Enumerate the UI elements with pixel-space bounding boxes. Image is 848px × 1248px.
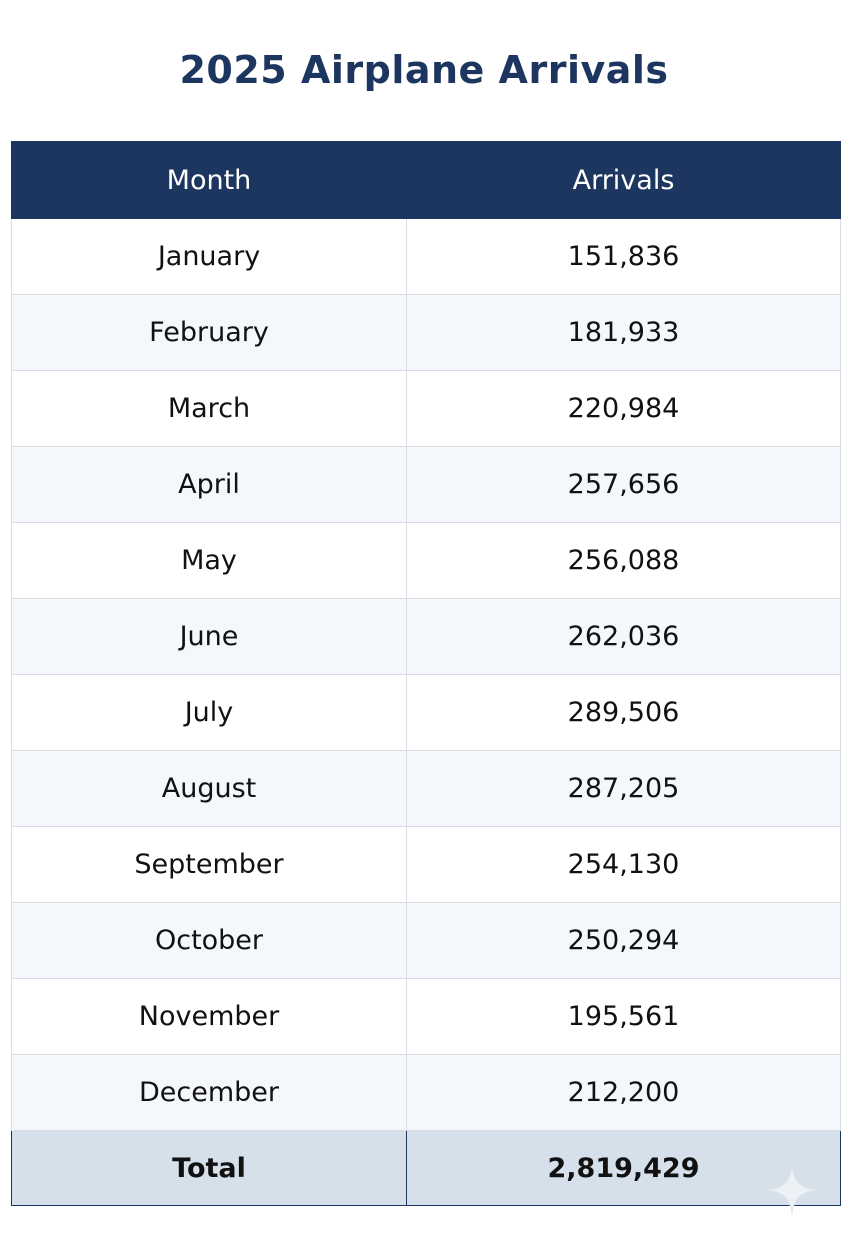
- table-row: [12, 523, 841, 599]
- table-header-row: [12, 142, 841, 219]
- sparkle-icon: [766, 1164, 818, 1216]
- table-row: [12, 295, 841, 371]
- table-row: [12, 979, 841, 1055]
- arrivals-table: [11, 141, 841, 1206]
- table-row: [12, 903, 841, 979]
- column-header-month: Month: [12, 142, 407, 219]
- table-row: [12, 599, 841, 675]
- month-cell: December: [12, 1055, 407, 1131]
- table-body: [12, 219, 841, 1131]
- table-footer: [12, 1131, 841, 1206]
- table-row: [12, 371, 841, 447]
- arrivals-cell: 289,506: [407, 675, 841, 751]
- arrivals-cell: 151,836: [407, 219, 841, 295]
- month-cell: August: [12, 751, 407, 827]
- arrivals-cell: 250,294: [407, 903, 841, 979]
- table-row: [12, 675, 841, 751]
- table-row: [12, 447, 841, 523]
- month-cell: November: [12, 979, 407, 1055]
- month-cell: October: [12, 903, 407, 979]
- column-header-arrivals: Arrivals: [407, 142, 841, 219]
- total-label: Total: [12, 1131, 407, 1206]
- arrivals-cell: 287,205: [407, 751, 841, 827]
- arrivals-cell: 257,656: [407, 447, 841, 523]
- arrivals-cell: 212,200: [407, 1055, 841, 1131]
- total-row: [12, 1131, 841, 1206]
- total-value: 2,819,429: [407, 1131, 841, 1206]
- arrivals-cell: 254,130: [407, 827, 841, 903]
- month-cell: April: [12, 447, 407, 523]
- table-row: [12, 827, 841, 903]
- arrivals-cell: 262,036: [407, 599, 841, 675]
- table-header: [12, 142, 841, 219]
- page-title: 2025 Airplane Arrivals: [179, 48, 669, 92]
- table-row: [12, 1055, 841, 1131]
- month-cell: March: [12, 371, 407, 447]
- arrivals-cell: 195,561: [407, 979, 841, 1055]
- month-cell: February: [12, 295, 407, 371]
- month-cell: January: [12, 219, 407, 295]
- month-cell: September: [12, 827, 407, 903]
- month-cell: July: [12, 675, 407, 751]
- table-row: [12, 219, 841, 295]
- table-row: [12, 751, 841, 827]
- arrivals-cell: 220,984: [407, 371, 841, 447]
- month-cell: May: [12, 523, 407, 599]
- month-cell: June: [12, 599, 407, 675]
- arrivals-cell: 256,088: [407, 523, 841, 599]
- arrivals-cell: 181,933: [407, 295, 841, 371]
